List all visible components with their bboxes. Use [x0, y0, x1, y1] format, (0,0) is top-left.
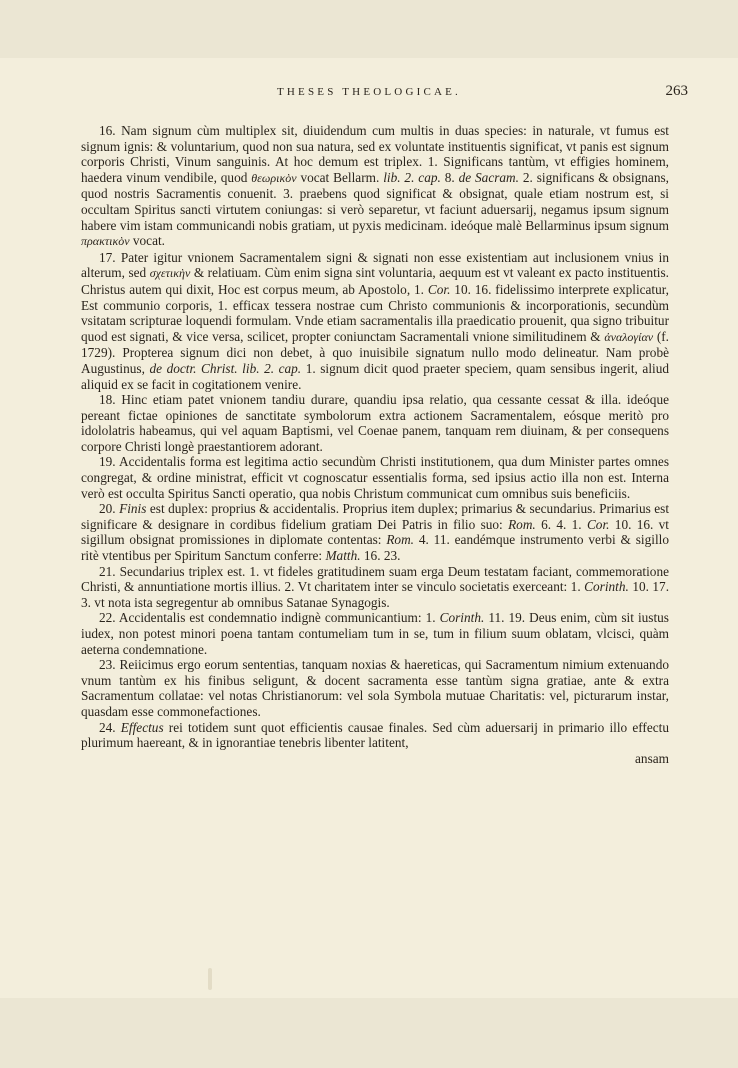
greek-word: σχετικὴν	[149, 266, 191, 281]
citation: Corinth.	[584, 579, 629, 595]
greek-word: ἀναλογίαν	[604, 329, 654, 344]
citation: de Sacram.	[458, 169, 519, 185]
citation: Matth.	[325, 548, 361, 564]
citation: Corinth.	[439, 610, 485, 626]
paragraph-18: 18. Hinc etiam patet vnionem tandiu durare, quandiu ipsa relatio, qua cessante cessat & illa. ideóque pereant fictae opiniones de sanctitate symbolorum extra actionem Sacramentalem, eósque meritò pro idololatris habeamus, qui vel aquam Baptismi, vel Coenae panem, tanquam rem diuinam, & per consequens corpore Christi longè praestantiorem adorant.	[81, 392, 669, 454]
page-header	[0, 83, 738, 106]
citation: de doctr. Christ. lib. 2. cap.	[149, 360, 302, 376]
page-number: 263	[665, 83, 688, 99]
citation: lib. 2. cap.	[383, 169, 441, 185]
greek-word: θεωρικὸν	[251, 170, 297, 185]
catchword: ansam	[635, 750, 669, 766]
emphasis: Effectus	[120, 719, 164, 735]
citation: Cor.	[586, 516, 610, 532]
body-text	[81, 123, 669, 766]
citation: Rom.	[386, 532, 415, 548]
paragraph-20: 20. Finis est duplex: proprius & accidentalis. Proprius item duplex; primarius & secundarius. Primarius est significare & designare in cordibus fidelium gratiam Dei Patris in filio suo: Rom. 6. 4. 1. Cor. 10. 16. vt sigillum obsignat promissiones in diplomate contentas: Rom. 4. 11. eandémque instrumento verbi & sigillo ritè vtentibus per Spiritum Sanctum conferre: Matth. 16. 23.	[81, 501, 670, 564]
paragraph-21: 21. Secundarius triplex est. 1. vt fideles gratitudinem suam erga Deum testatam faciant, commemoratione Christi, & annuntiatione mortis illius. 2. Vt charitatem inter se vinculo societatis exerceant: 1. Corinth. 10. 17. 3. vt nota ista segregentur ab omnibus Satanae Synagogis.	[81, 563, 670, 610]
book-page	[0, 58, 738, 998]
paper-mark	[208, 968, 212, 990]
greek-word: πρακτικὸν	[81, 234, 130, 249]
emphasis: Finis	[119, 501, 147, 517]
paragraph-16: 16. Nam signum cùm multiplex sit, diuidendum cum multis in duas species: in naturale, vt fumus est signum ignis: & voluntarium, quod non sua natura, sed ex voluntate instituentis significat, vt panis est signum corporis Christi, Vinum sanguinis. At hoc demum est triplex. 1. Significans tantùm, vt effigies hominem, haedera vinum vendibile, quod θεωρικὸν vocat Bellarm. lib. 2. cap. 8. de Sacram. 2. significans & obsignans, quod nostris Sacramentis conuenit. 3. praebens quod significat & obsignat, quale etiam nostrum est, si occultam Spiritus sancti virtutem coniungas: si verò separetur, vt faciunt aduersarij, negamus ipsum signum habere vim istam communicandi nobis gratiam, ut pyxis medicinam. ideóque malè Bellarminus ipsum signum πρακτικὸν vocat.	[81, 123, 669, 249]
paragraph-23: 23. Reiicimus ergo eorum sententias, tanquam noxias & haereticas, qui Sacramentum nimium extenuando vnum tantùm ex his finibus seligunt, & docent sacramenta esse tantùm signa gratiae, ante & extra Sacramentum collatae: vel notas Christianorum: vel sola Symbola mutuae Charitatis: vel, picturarum instar, quasdam esse commonefactiones.	[81, 657, 669, 719]
citation: Rom.	[508, 516, 536, 532]
paragraph-22: 22. Accidentalis est condemnatio indignè communicantium: 1. Corinth. 11. 19. Deus enim, cùm sit iustus iudex, non potest minori poena tantam contumeliam tum in se, tum in filium suum oblatam, vlcisci, quàm aeterna condemnatione.	[81, 610, 669, 657]
running-head: THESES THEOLOGICAE.	[276, 86, 462, 98]
citation: Cor.	[427, 281, 451, 297]
paragraph-19: 19. Accidentalis forma est legitima actio secundùm Christi institutionem, qua dum Minister partes omnes congregat, & ordine ministrat, efficit vt cognoscatur essentialis forma, sed ipsius actio illa non est. Interna verò est occulta Spiritus Sancti operatio, qua nobis Christum communicat cum omnibus suis beneficiis.	[81, 454, 669, 501]
paragraph-17: 17. Pater igitur vnionem Sacramentalem signi & signati non esse existentiam aut inclusionem vnius in alterum, sed σχετικὴν & relatiuam. Cùm enim signa sint voluntaria, aequum est vt valeant ex pacto instituentis. Christus autem qui dixit, Hoc est corpus meum, ab Apostolo, 1. Cor. 10. 16. fidelissimo interprete explicatur, Est communio corporis, 1. efficax tessera nostrae cum Christo communionis & incorporationis, secundùm vsitatam scripturae loquendi formulam. Vnde etiam sacramentalis illa praedicatio prouenit, qua signo tribuitur quod est signati, & vice versa, scilicet, propter coniunctam Sacramentali vnione similitudinem & ἀναλογίαν (f. 1729). Propterea signum dici non debet, à quo inuisibile signatum nullo modo delineatur. Nam probè Augustinus, de doctr. Christ. lib. 2. cap. 1. signum dicit quod praeter speciem, quam sensibus ingerit, aliud aliquid ex se facit in cogitationem venire.	[81, 249, 670, 392]
paragraph-24: 24. Effectus rei totidem sunt quot efficientis causae finales. Sed cùm aduersarij in primario illo effectu plurimum haereant, & in ignorantiae tenebris libenter latitent,	[81, 719, 670, 751]
